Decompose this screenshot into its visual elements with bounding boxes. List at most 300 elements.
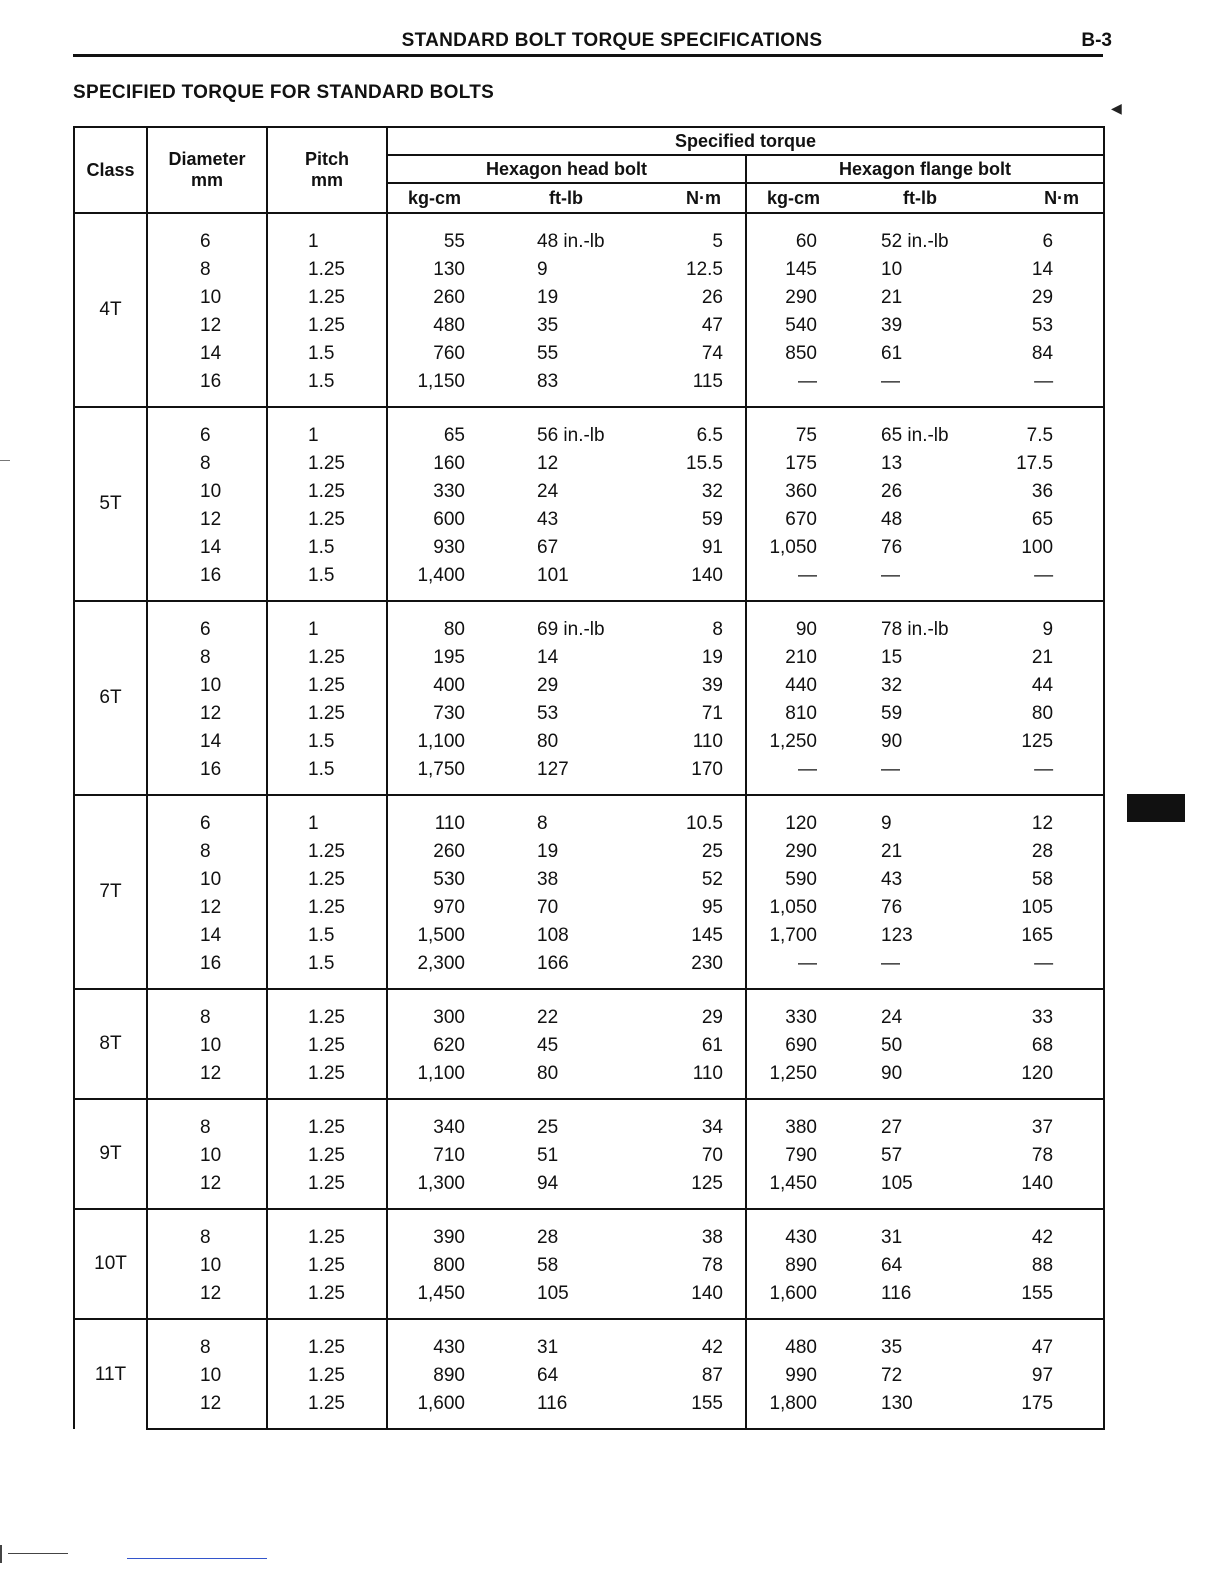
cell-flange-nm: 80 bbox=[979, 700, 1104, 728]
cell-flange-nm: 97 bbox=[979, 1362, 1104, 1390]
cell-flange-kgcm: 850 bbox=[746, 340, 861, 368]
header-diameter bbox=[147, 127, 267, 213]
cell-diameter: 16 bbox=[147, 562, 267, 601]
table-row bbox=[74, 601, 1104, 644]
cell-flange-ftlb: 35 bbox=[861, 1319, 979, 1362]
cell-diameter: 10 bbox=[147, 1142, 267, 1170]
table-row bbox=[74, 838, 1104, 866]
class-group-7t bbox=[74, 795, 1104, 989]
cell-pitch: 1.5 bbox=[267, 340, 387, 368]
cell-pitch: 1.25 bbox=[267, 312, 387, 340]
cell-head-ftlb: 80 bbox=[507, 1060, 625, 1099]
cell-flange-nm: 28 bbox=[979, 838, 1104, 866]
cell-flange-nm: 68 bbox=[979, 1032, 1104, 1060]
cell-flange-ftlb: 57 bbox=[881, 1145, 903, 1166]
cell-flange-ftlb: 48 bbox=[881, 509, 903, 530]
cell-head-nm: 115 bbox=[625, 368, 746, 407]
unit-ftlb-flange: ft-lb bbox=[861, 183, 979, 213]
cell-head-nm: 155 bbox=[625, 1390, 746, 1429]
cell-head-kgcm: 1,450 bbox=[387, 1280, 507, 1319]
cell-head-nm: 87 bbox=[625, 1362, 746, 1390]
cell-pitch: 1.5 bbox=[267, 534, 387, 562]
cell-flange-kgcm: 1,050 bbox=[746, 534, 861, 562]
cell-head-kgcm: 130 bbox=[387, 256, 507, 284]
cell-flange-ftlb: 64 bbox=[881, 1255, 903, 1276]
table-row bbox=[74, 795, 1104, 838]
cell-head-kgcm: 330 bbox=[387, 478, 507, 506]
cell-flange-nm: 21 bbox=[979, 644, 1104, 672]
cell-head-nm: 140 bbox=[625, 1280, 746, 1319]
cell-flange-kgcm: — bbox=[746, 950, 861, 989]
class-group-5t bbox=[74, 407, 1104, 601]
cell-head-kgcm: 195 bbox=[387, 644, 507, 672]
cell-flange-kgcm: 690 bbox=[746, 1032, 861, 1060]
cell-pitch: 1.5 bbox=[267, 922, 387, 950]
cell-diameter: 16 bbox=[147, 950, 267, 989]
table-row bbox=[74, 1170, 1104, 1209]
cell-head-ftlb: 8 bbox=[507, 795, 625, 838]
table-row bbox=[74, 1252, 1104, 1280]
cell-head-nm: 78 bbox=[625, 1252, 746, 1280]
cell-flange-nm: 53 bbox=[979, 312, 1104, 340]
cell-diameter: 8 bbox=[147, 1319, 267, 1362]
cell-head-ftlb: 51 bbox=[537, 1145, 559, 1166]
cell-head-ftlb: 56 in.-lb bbox=[507, 407, 625, 450]
cell-flange-nm: 100 bbox=[979, 534, 1104, 562]
cell-flange-ftlb: 105 bbox=[861, 1170, 979, 1209]
cell-pitch: 1.25 bbox=[267, 894, 387, 922]
cell-pitch: 1.5 bbox=[267, 728, 387, 756]
cell-head-nm: 52 bbox=[625, 866, 746, 894]
header-diameter-unit: mm bbox=[190, 170, 223, 190]
cell-pitch: 1.25 bbox=[267, 1209, 387, 1252]
cell-pitch: 1.5 bbox=[267, 562, 387, 601]
cell-flange-ftlb: 72 bbox=[881, 1365, 903, 1386]
cell-head-kgcm: 300 bbox=[387, 989, 507, 1032]
cell-flange-nm: 120 bbox=[979, 1060, 1104, 1099]
cell-head-ftlb: 101 bbox=[507, 562, 625, 601]
cell-flange-ftlb: 50 bbox=[881, 1035, 903, 1056]
cell-head-kgcm: 620 bbox=[387, 1032, 507, 1060]
cell-diameter: 8 bbox=[147, 989, 267, 1032]
cell-flange-kgcm: 1,700 bbox=[746, 922, 861, 950]
cell-head-nm: 74 bbox=[625, 340, 746, 368]
header-hex-flange: Hexagon flange bolt bbox=[746, 155, 1104, 183]
cell-pitch: 1.25 bbox=[267, 1060, 387, 1099]
cell-flange-ftlb: 27 bbox=[861, 1099, 979, 1142]
cell-flange-ftlb: 10 bbox=[881, 259, 903, 280]
cell-pitch: 1.25 bbox=[267, 672, 387, 700]
cell-flange-ftlb: 31 bbox=[861, 1209, 979, 1252]
cell-flange-ftlb: 26 bbox=[881, 481, 903, 502]
cell-flange-kgcm: 145 bbox=[746, 256, 861, 284]
cell-head-nm: 5 bbox=[625, 213, 746, 256]
cell-flange-nm: 88 bbox=[979, 1252, 1104, 1280]
cell-flange-nm: 6 bbox=[979, 213, 1104, 256]
cell-head-kgcm: 80 bbox=[387, 601, 507, 644]
cell-flange-kgcm: 290 bbox=[746, 284, 861, 312]
cell-flange-kgcm: 75 bbox=[746, 407, 861, 450]
class-group-4t bbox=[74, 213, 1104, 407]
cell-head-nm: 10.5 bbox=[625, 795, 746, 838]
header-diameter-label: Diameter bbox=[168, 149, 246, 169]
cell-diameter: 12 bbox=[147, 1390, 267, 1429]
cell-flange-nm: 84 bbox=[979, 340, 1104, 368]
table-row bbox=[74, 407, 1104, 450]
cell-diameter: 6 bbox=[147, 601, 267, 644]
cell-head-nm: 39 bbox=[625, 672, 746, 700]
cell-pitch: 1.5 bbox=[267, 756, 387, 795]
table-row bbox=[74, 1319, 1104, 1362]
cell-pitch: 1 bbox=[267, 407, 387, 450]
cell-flange-ftlb: 39 bbox=[881, 315, 903, 336]
header-rule bbox=[73, 54, 1103, 57]
cell-diameter: 12 bbox=[147, 506, 267, 534]
cell-head-ftlb: 116 bbox=[507, 1390, 625, 1429]
cell-head-kgcm: 480 bbox=[387, 312, 507, 340]
cell-head-nm: 145 bbox=[625, 922, 746, 950]
cell-diameter: 16 bbox=[147, 756, 267, 795]
cell-diameter: 8 bbox=[147, 838, 267, 866]
cell-pitch: 1.25 bbox=[267, 1099, 387, 1142]
cell-flange-ftlb: 9 bbox=[861, 795, 979, 838]
cell-head-kgcm: 1,150 bbox=[387, 368, 507, 407]
cell-diameter: 12 bbox=[147, 894, 267, 922]
cell-head-ftlb: 19 bbox=[537, 287, 559, 308]
margin-mark bbox=[0, 460, 10, 461]
cell-head-nm: 19 bbox=[625, 644, 746, 672]
cell-head-kgcm: 260 bbox=[387, 284, 507, 312]
section-title: SPECIFIED TORQUE FOR STANDARD BOLTS bbox=[73, 82, 495, 103]
cell-head-ftlb: 108 bbox=[537, 925, 569, 946]
class-group-9t bbox=[74, 1099, 1104, 1209]
cell-flange-ftlb: 21 bbox=[881, 841, 903, 862]
cell-pitch: 1.25 bbox=[267, 256, 387, 284]
cell-head-ftlb: 80 bbox=[537, 731, 559, 752]
cell-flange-kgcm: 1,800 bbox=[746, 1390, 861, 1429]
cell-flange-nm: 42 bbox=[979, 1209, 1104, 1252]
table-row bbox=[74, 672, 1104, 700]
cell-flange-nm: — bbox=[979, 368, 1104, 407]
table-row bbox=[74, 340, 1104, 368]
cell-flange-kgcm: 330 bbox=[746, 989, 861, 1032]
cell-flange-kgcm: 440 bbox=[746, 672, 861, 700]
cell-flange-nm: 65 bbox=[979, 506, 1104, 534]
cell-head-nm: 230 bbox=[625, 950, 746, 989]
table-row bbox=[74, 756, 1104, 795]
table-row bbox=[74, 368, 1104, 407]
table-row bbox=[74, 1209, 1104, 1252]
cell-pitch: 1.25 bbox=[267, 1280, 387, 1319]
class-group-6t bbox=[74, 601, 1104, 795]
cell-diameter: 10 bbox=[147, 1032, 267, 1060]
cell-head-ftlb: 105 bbox=[507, 1280, 625, 1319]
cell-head-kgcm: 800 bbox=[387, 1252, 507, 1280]
cell-flange-nm: 78 bbox=[979, 1142, 1104, 1170]
cell-flange-kgcm: 790 bbox=[746, 1142, 861, 1170]
cell-diameter: 10 bbox=[147, 1362, 267, 1390]
cell-head-ftlb: 69 in.-lb bbox=[507, 601, 625, 644]
class-cell: 6T bbox=[74, 601, 147, 795]
cell-flange-ftlb: 76 bbox=[881, 537, 903, 558]
cell-flange-kgcm: 810 bbox=[746, 700, 861, 728]
cell-flange-kgcm: 1,450 bbox=[746, 1170, 861, 1209]
cell-flange-ftlb: 76 bbox=[881, 897, 903, 918]
cell-pitch: 1.25 bbox=[267, 644, 387, 672]
cell-flange-nm: 17.5 bbox=[979, 450, 1104, 478]
cell-head-nm: 15.5 bbox=[625, 450, 746, 478]
cell-diameter: 8 bbox=[147, 256, 267, 284]
cell-flange-nm: 47 bbox=[979, 1319, 1104, 1362]
cell-flange-ftlb: 78 in.-lb bbox=[861, 601, 979, 644]
cell-head-ftlb: 29 bbox=[537, 675, 559, 696]
cell-pitch: 1 bbox=[267, 795, 387, 838]
cell-flange-nm: — bbox=[979, 562, 1104, 601]
cell-head-nm: 110 bbox=[625, 728, 746, 756]
cell-head-nm: 140 bbox=[625, 562, 746, 601]
cell-head-ftlb: 14 bbox=[537, 647, 559, 668]
cell-diameter: 8 bbox=[147, 1099, 267, 1142]
cell-diameter: 14 bbox=[147, 728, 267, 756]
cell-head-nm: 95 bbox=[625, 894, 746, 922]
footer-link-rule bbox=[127, 1558, 267, 1559]
class-group-11t bbox=[74, 1319, 1104, 1429]
cell-diameter: 6 bbox=[147, 213, 267, 256]
cell-head-kgcm: 1,500 bbox=[387, 922, 507, 950]
cell-head-kgcm: 65 bbox=[387, 407, 507, 450]
cell-flange-nm: 165 bbox=[979, 922, 1104, 950]
cell-flange-ftlb: 116 bbox=[861, 1280, 979, 1319]
unit-nm-head: N·m bbox=[625, 183, 746, 213]
cell-head-kgcm: 760 bbox=[387, 340, 507, 368]
cell-diameter: 10 bbox=[147, 672, 267, 700]
cell-head-kgcm: 260 bbox=[387, 838, 507, 866]
table-row bbox=[74, 1099, 1104, 1142]
class-group-10t bbox=[74, 1209, 1104, 1319]
unit-kgcm-head: kg-cm bbox=[387, 183, 507, 213]
cell-flange-ftlb: 61 bbox=[881, 343, 903, 364]
cell-pitch: 1.25 bbox=[267, 478, 387, 506]
cell-head-nm: 8 bbox=[625, 601, 746, 644]
cell-diameter: 8 bbox=[147, 450, 267, 478]
table-row bbox=[74, 1142, 1104, 1170]
cell-flange-kgcm: 380 bbox=[746, 1099, 861, 1142]
cell-pitch: 1.25 bbox=[267, 700, 387, 728]
table-row bbox=[74, 1060, 1104, 1099]
cell-diameter: 12 bbox=[147, 1060, 267, 1099]
cell-head-nm: 91 bbox=[625, 534, 746, 562]
cell-flange-ftlb: — bbox=[861, 368, 979, 407]
cell-diameter: 10 bbox=[147, 284, 267, 312]
cell-flange-kgcm: 480 bbox=[746, 1319, 861, 1362]
cell-head-ftlb: 58 bbox=[537, 1255, 559, 1276]
cell-head-ftlb: 19 bbox=[537, 841, 559, 862]
cell-flange-nm: 58 bbox=[979, 866, 1104, 894]
table-row bbox=[74, 478, 1104, 506]
cell-flange-ftlb: 52 in.-lb bbox=[861, 213, 979, 256]
cell-pitch: 1.25 bbox=[267, 1390, 387, 1429]
cell-flange-kgcm: — bbox=[746, 756, 861, 795]
cell-head-nm: 110 bbox=[625, 1060, 746, 1099]
cell-flange-kgcm: 890 bbox=[746, 1252, 861, 1280]
cell-flange-nm: 9 bbox=[979, 601, 1104, 644]
cell-diameter: 10 bbox=[147, 478, 267, 506]
cell-diameter: 12 bbox=[147, 1280, 267, 1319]
cell-flange-nm: 44 bbox=[979, 672, 1104, 700]
cell-diameter: 8 bbox=[147, 644, 267, 672]
cell-flange-ftlb: — bbox=[861, 562, 979, 601]
cell-flange-nm: 33 bbox=[979, 989, 1104, 1032]
cell-head-nm: 25 bbox=[625, 838, 746, 866]
cell-head-ftlb: 35 bbox=[537, 315, 559, 336]
cell-flange-kgcm: 1,250 bbox=[746, 1060, 861, 1099]
table-row bbox=[74, 894, 1104, 922]
cell-head-kgcm: 1,100 bbox=[387, 728, 507, 756]
cell-flange-nm: 14 bbox=[979, 256, 1104, 284]
class-cell: 9T bbox=[74, 1099, 147, 1209]
header-class: Class bbox=[74, 127, 147, 213]
cell-head-kgcm: 400 bbox=[387, 672, 507, 700]
cell-pitch: 1.25 bbox=[267, 1170, 387, 1209]
cell-head-ftlb: 24 bbox=[537, 481, 559, 502]
cell-flange-kgcm: 60 bbox=[746, 213, 861, 256]
cell-head-kgcm: 710 bbox=[387, 1142, 507, 1170]
cell-pitch: 1 bbox=[267, 213, 387, 256]
table-row bbox=[74, 534, 1104, 562]
cell-flange-ftlb: 130 bbox=[861, 1390, 979, 1429]
cell-diameter: 14 bbox=[147, 922, 267, 950]
cell-pitch: 1 bbox=[267, 601, 387, 644]
cell-diameter: 6 bbox=[147, 407, 267, 450]
cell-head-nm: 71 bbox=[625, 700, 746, 728]
cell-head-ftlb: 67 bbox=[537, 537, 559, 558]
cell-pitch: 1.25 bbox=[267, 1319, 387, 1362]
unit-ftlb-head: ft-lb bbox=[507, 183, 625, 213]
table-row bbox=[74, 989, 1104, 1032]
cell-flange-nm: — bbox=[979, 950, 1104, 989]
header-hex-head: Hexagon head bolt bbox=[387, 155, 746, 183]
cell-head-ftlb: 31 bbox=[507, 1319, 625, 1362]
cell-flange-nm: 7.5 bbox=[979, 407, 1104, 450]
table-row bbox=[74, 256, 1104, 284]
cell-head-ftlb: 64 bbox=[537, 1365, 559, 1386]
cell-flange-ftlb: 32 bbox=[881, 675, 903, 696]
cell-flange-ftlb: 24 bbox=[861, 989, 979, 1032]
cell-diameter: 10 bbox=[147, 1252, 267, 1280]
cell-head-nm: 38 bbox=[625, 1209, 746, 1252]
cell-flange-ftlb: 15 bbox=[881, 647, 903, 668]
cell-flange-kgcm: 120 bbox=[746, 795, 861, 838]
cell-diameter: 12 bbox=[147, 700, 267, 728]
cell-head-nm: 70 bbox=[625, 1142, 746, 1170]
header-specified-torque: Specified torque bbox=[387, 127, 1104, 155]
cell-head-kgcm: 1,750 bbox=[387, 756, 507, 795]
cell-pitch: 1.25 bbox=[267, 866, 387, 894]
header-pitch-unit: mm bbox=[310, 170, 343, 190]
cell-diameter: 12 bbox=[147, 312, 267, 340]
class-cell: 4T bbox=[74, 213, 147, 407]
cell-flange-kgcm: 360 bbox=[746, 478, 861, 506]
cell-head-kgcm: 430 bbox=[387, 1319, 507, 1362]
table-row bbox=[74, 728, 1104, 756]
cell-flange-ftlb: 43 bbox=[881, 869, 903, 890]
cell-flange-nm: 36 bbox=[979, 478, 1104, 506]
cell-flange-kgcm: 430 bbox=[746, 1209, 861, 1252]
cell-head-kgcm: 970 bbox=[387, 894, 507, 922]
cell-flange-kgcm: 1,050 bbox=[746, 894, 861, 922]
table-row bbox=[74, 562, 1104, 601]
cell-flange-nm: 29 bbox=[979, 284, 1104, 312]
table-row bbox=[74, 700, 1104, 728]
cell-head-nm: 125 bbox=[625, 1170, 746, 1209]
cell-pitch: 1.25 bbox=[267, 506, 387, 534]
cell-head-ftlb: 12 bbox=[537, 453, 559, 474]
cell-head-nm: 6.5 bbox=[625, 407, 746, 450]
cell-head-ftlb: 43 bbox=[537, 509, 559, 530]
cell-flange-ftlb: — bbox=[861, 756, 979, 795]
cell-flange-kgcm: 670 bbox=[746, 506, 861, 534]
cell-pitch: 1.5 bbox=[267, 950, 387, 989]
table-row bbox=[74, 950, 1104, 989]
cell-diameter: 14 bbox=[147, 340, 267, 368]
table-row bbox=[74, 1362, 1104, 1390]
cell-flange-kgcm: 290 bbox=[746, 838, 861, 866]
table-row bbox=[74, 284, 1104, 312]
cell-head-ftlb: 9 bbox=[537, 259, 548, 280]
cell-head-kgcm: 730 bbox=[387, 700, 507, 728]
cell-head-kgcm: 340 bbox=[387, 1099, 507, 1142]
cell-head-kgcm: 1,400 bbox=[387, 562, 507, 601]
cell-head-nm: 42 bbox=[625, 1319, 746, 1362]
cell-head-ftlb: 53 bbox=[537, 703, 559, 724]
cell-flange-kgcm: — bbox=[746, 562, 861, 601]
cell-flange-ftlb: 123 bbox=[881, 925, 913, 946]
cell-head-kgcm: 890 bbox=[387, 1362, 507, 1390]
cell-flange-nm: 37 bbox=[979, 1099, 1104, 1142]
header-pitch bbox=[267, 127, 387, 213]
cell-flange-nm: 125 bbox=[979, 728, 1104, 756]
cell-head-ftlb: 38 bbox=[537, 869, 559, 890]
unit-kgcm-flange: kg-cm bbox=[746, 183, 861, 213]
cell-flange-nm: — bbox=[979, 756, 1104, 795]
page-header-title: STANDARD BOLT TORQUE SPECIFICATIONS bbox=[401, 30, 823, 51]
table-row bbox=[74, 1390, 1104, 1429]
arrow-mark-icon: ◀ bbox=[1111, 100, 1122, 116]
cell-pitch: 1.25 bbox=[267, 1142, 387, 1170]
cell-head-kgcm: 55 bbox=[387, 213, 507, 256]
cell-flange-kgcm: 90 bbox=[746, 601, 861, 644]
cell-flange-kgcm: 540 bbox=[746, 312, 861, 340]
class-group-8t bbox=[74, 989, 1104, 1099]
cell-flange-kgcm: 210 bbox=[746, 644, 861, 672]
table-row bbox=[74, 312, 1104, 340]
table-row bbox=[74, 213, 1104, 256]
cell-head-ftlb: 22 bbox=[507, 989, 625, 1032]
table-row bbox=[74, 450, 1104, 478]
cell-diameter: 14 bbox=[147, 534, 267, 562]
page-number: B-3 bbox=[1081, 30, 1112, 51]
cell-head-nm: 29 bbox=[625, 989, 746, 1032]
class-cell: 7T bbox=[74, 795, 147, 989]
cell-pitch: 1.25 bbox=[267, 450, 387, 478]
section-tab-marker bbox=[1127, 794, 1185, 822]
cell-diameter: 8 bbox=[147, 1209, 267, 1252]
cell-head-ftlb: 94 bbox=[507, 1170, 625, 1209]
cell-flange-nm: 155 bbox=[979, 1280, 1104, 1319]
torque-spec-table bbox=[73, 126, 1105, 1430]
cell-diameter: 12 bbox=[147, 1170, 267, 1209]
cell-flange-kgcm: 175 bbox=[746, 450, 861, 478]
